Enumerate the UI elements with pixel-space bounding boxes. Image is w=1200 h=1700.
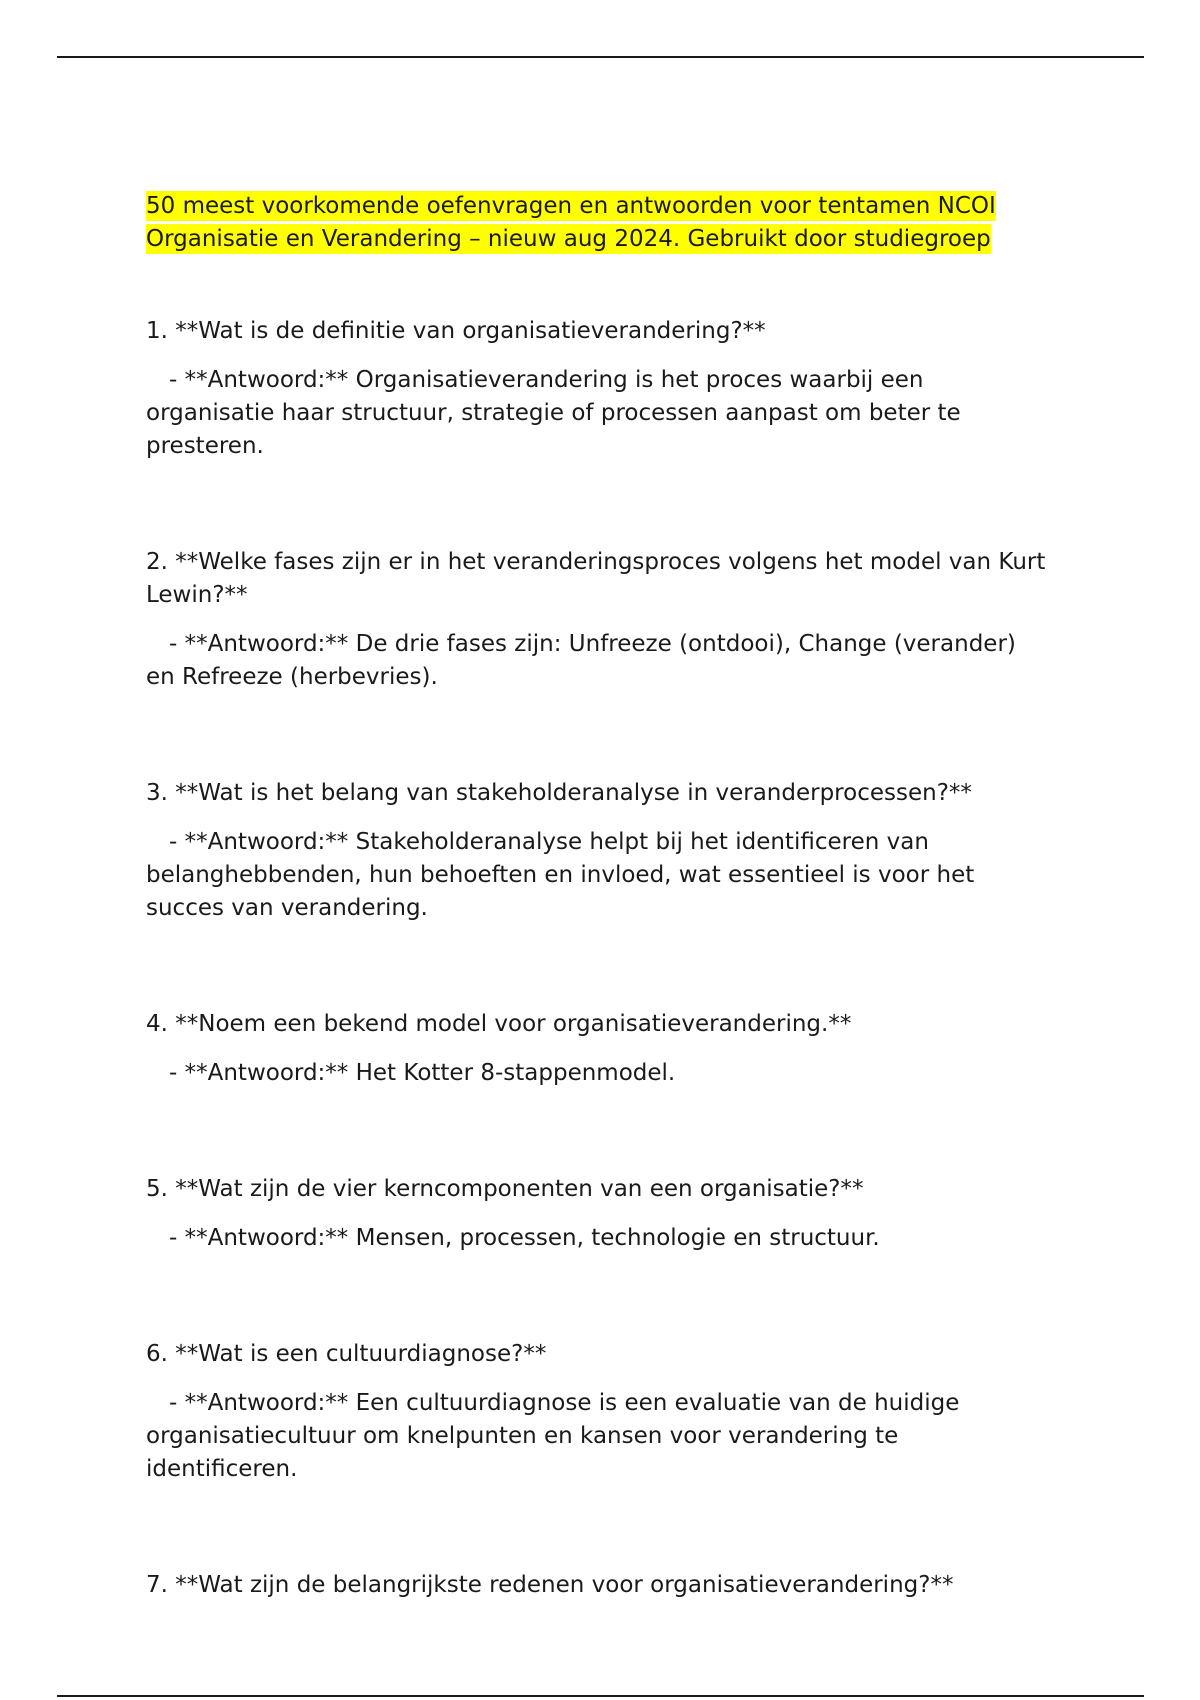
qa-item-4 bbox=[146, 1008, 1046, 1090]
bottom-rule bbox=[57, 1695, 1144, 1697]
title-line-2: Organisatie en Verandering – nieuw aug 2024. Gebruikt door studiegroep bbox=[146, 226, 991, 252]
question-7: 7. **Wat zijn de belangrijkste redenen voor organisatieverandering?** bbox=[146, 1572, 954, 1598]
document-title bbox=[146, 190, 1046, 256]
question-2: 2. **Welke fases zijn er in het veranderingsproces volgens het model van Kurt Lewin?** bbox=[146, 549, 1046, 608]
top-rule bbox=[57, 56, 1144, 58]
qa-item-6 bbox=[146, 1338, 1046, 1486]
answer-1: - **Antwoord:** Organisatieverandering is het proces waarbij een organisatie haar structuur, strategie of processen aanpast om beter te presteren. bbox=[146, 367, 961, 459]
question-1: 1. **Wat is de definitie van organisatieverandering?** bbox=[146, 318, 766, 344]
question-4: 4. **Noem een bekend model voor organisatieverandering.** bbox=[146, 1011, 852, 1037]
question-5: 5. **Wat zijn de vier kerncomponenten van een organisatie?** bbox=[146, 1176, 864, 1202]
document-body bbox=[146, 190, 1046, 1602]
answer-6: - **Antwoord:** Een cultuurdiagnose is een evaluatie van de huidige organisatiecultuur om knelpunten en kansen voor verandering te identificeren. bbox=[146, 1390, 960, 1482]
qa-item-5 bbox=[146, 1173, 1046, 1255]
qa-item-1 bbox=[146, 315, 1046, 463]
answer-2: - **Antwoord:** De drie fases zijn: Unfreeze (ontdooi), Change (verander) en Refreeze (herbevries). bbox=[146, 631, 1016, 690]
qa-item-2 bbox=[146, 546, 1046, 694]
qa-list bbox=[146, 315, 1046, 1602]
qa-item-3 bbox=[146, 777, 1046, 925]
question-6: 6. **Wat is een cultuurdiagnose?** bbox=[146, 1341, 547, 1367]
answer-4: - **Antwoord:** Het Kotter 8-stappenmodel. bbox=[169, 1060, 676, 1086]
answer-5: - **Antwoord:** Mensen, processen, technologie en structuur. bbox=[169, 1225, 880, 1251]
title-line-1: 50 meest voorkomende oefenvragen en antwoorden voor tentamen NCOI bbox=[146, 193, 996, 219]
question-3: 3. **Wat is het belang van stakeholderanalyse in veranderprocessen?** bbox=[146, 780, 972, 806]
answer-3: - **Antwoord:** Stakeholderanalyse helpt bij het identificeren van belanghebbenden, hun behoeften en invloed, wat essentieel is voor het succes van verandering. bbox=[146, 829, 975, 921]
qa-item-7 bbox=[146, 1569, 1046, 1602]
